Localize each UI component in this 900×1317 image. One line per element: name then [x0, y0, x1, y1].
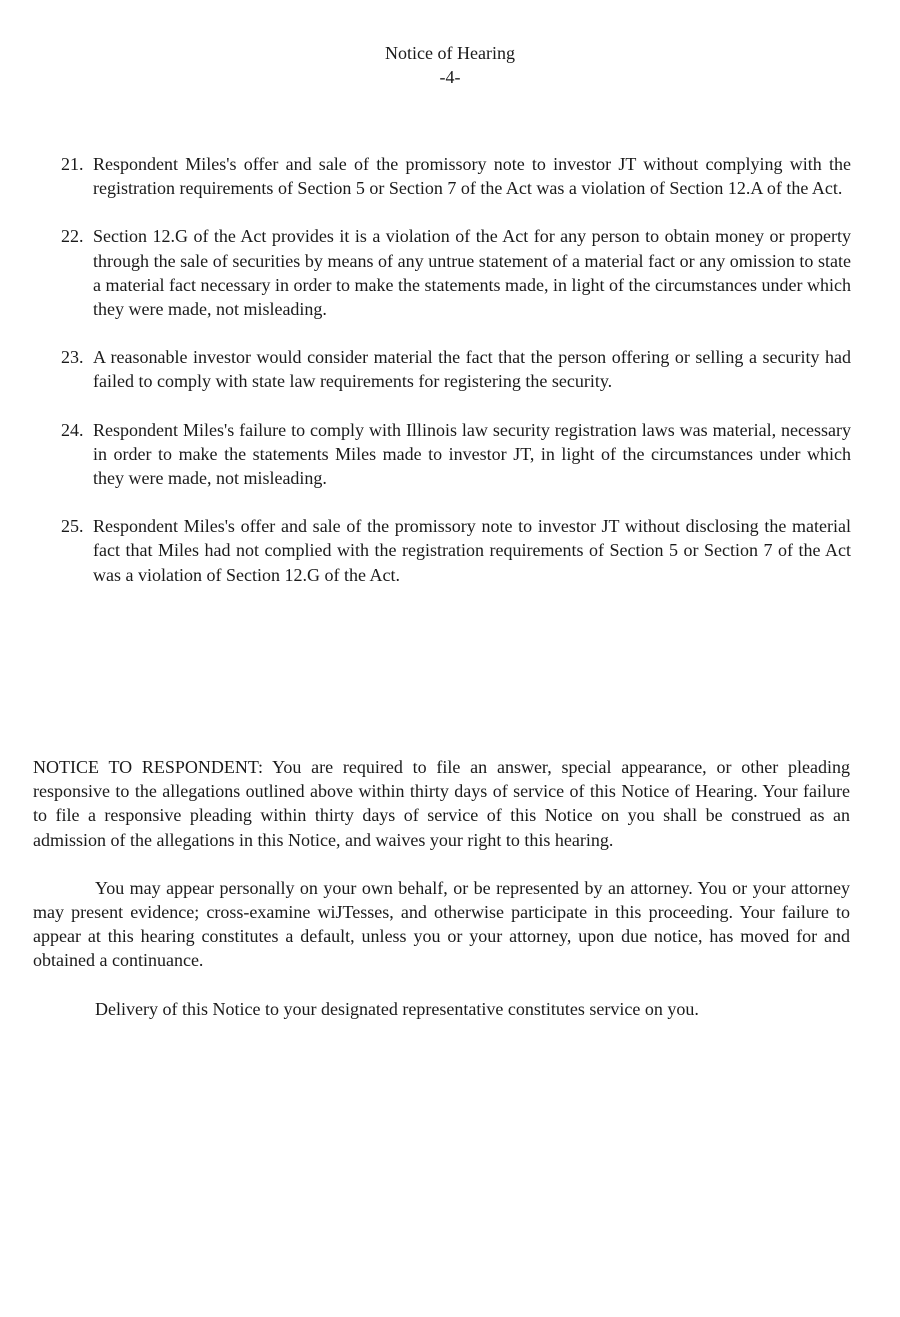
allegation-number: 23.	[61, 347, 84, 368]
allegation-text: A reasonable investor would consider material the fact that the person offering or selling a security had failed to comply with state law requirements for registering the security.	[93, 347, 851, 392]
notice-paragraph-3: Delivery of this Notice to your designated representative constitutes service on you.	[95, 998, 699, 1019]
allegation-number: 21.	[61, 154, 84, 174]
allegation-number: 24.	[61, 419, 84, 440]
page-number: -4-	[439, 67, 461, 87]
allegation-item	[61, 224, 851, 321]
notice-paragraph-2: You may appear personally on your own behalf, or be represented by an attorney. You or your attorney may present evidence; cross-examine wiJTesses, and otherwise participate in this proceeding. Your failure to appear at this hearing constitutes a default, unless you or your attorney, upon due notice, has moved for and obtained a continuance.	[33, 877, 850, 971]
allegation-item	[61, 514, 851, 587]
page-header	[0, 41, 900, 89]
document-title: Notice of Hearing	[385, 43, 515, 63]
allegation-text: Respondent Miles's offer and sale of the promissory note to investor JT without complying with the registration requirements of Section 5 or Section 7 of the Act was a violation of Section 12.A of the Act.	[93, 154, 851, 199]
allegation-text: Respondent Miles's failure to comply with Illinois law security registration laws was material, necessary in order to make the statements Miles made to investor JT, in light of the circumstances under which they were made, not misleading.	[93, 419, 851, 489]
allegation-item	[61, 418, 851, 491]
notice-to-respondent	[33, 755, 850, 1045]
allegations-list	[61, 152, 851, 611]
notice-label: NOTICE TO RESPONDENT:	[33, 757, 264, 777]
notice-paragraph-1	[33, 755, 850, 852]
allegation-text: Respondent Miles's offer and sale of the promissory note to investor JT without disclosing the material fact that Miles had not complied with the registration requirements of Section 5 or Section 7 of the Act was a violation of Section 12.G of the Act.	[93, 516, 851, 585]
allegation-item	[61, 345, 851, 393]
allegation-item	[61, 152, 851, 200]
notice-paragraph-1-text: You are required to file an answer, special appearance, or other pleading responsive to the allegations outlined above within thirty days of service of this Notice of Hearing. Your failure to file a responsive pleading within thirty days of service of this Notice on you shall be construed as an admission of the allegations in this Notice, and waives your right to this hearing.	[33, 757, 850, 850]
allegation-text: Section 12.G of the Act provides it is a violation of the Act for any person to obtain money or property through the sale of securities by means of any untrue statement of a material fact or any omission to state a material fact necessary in order to make the statements made, in light of the circumstances under which they were made, not misleading.	[93, 226, 851, 320]
allegation-number: 25.	[61, 516, 84, 537]
allegation-number: 22.	[61, 226, 84, 247]
